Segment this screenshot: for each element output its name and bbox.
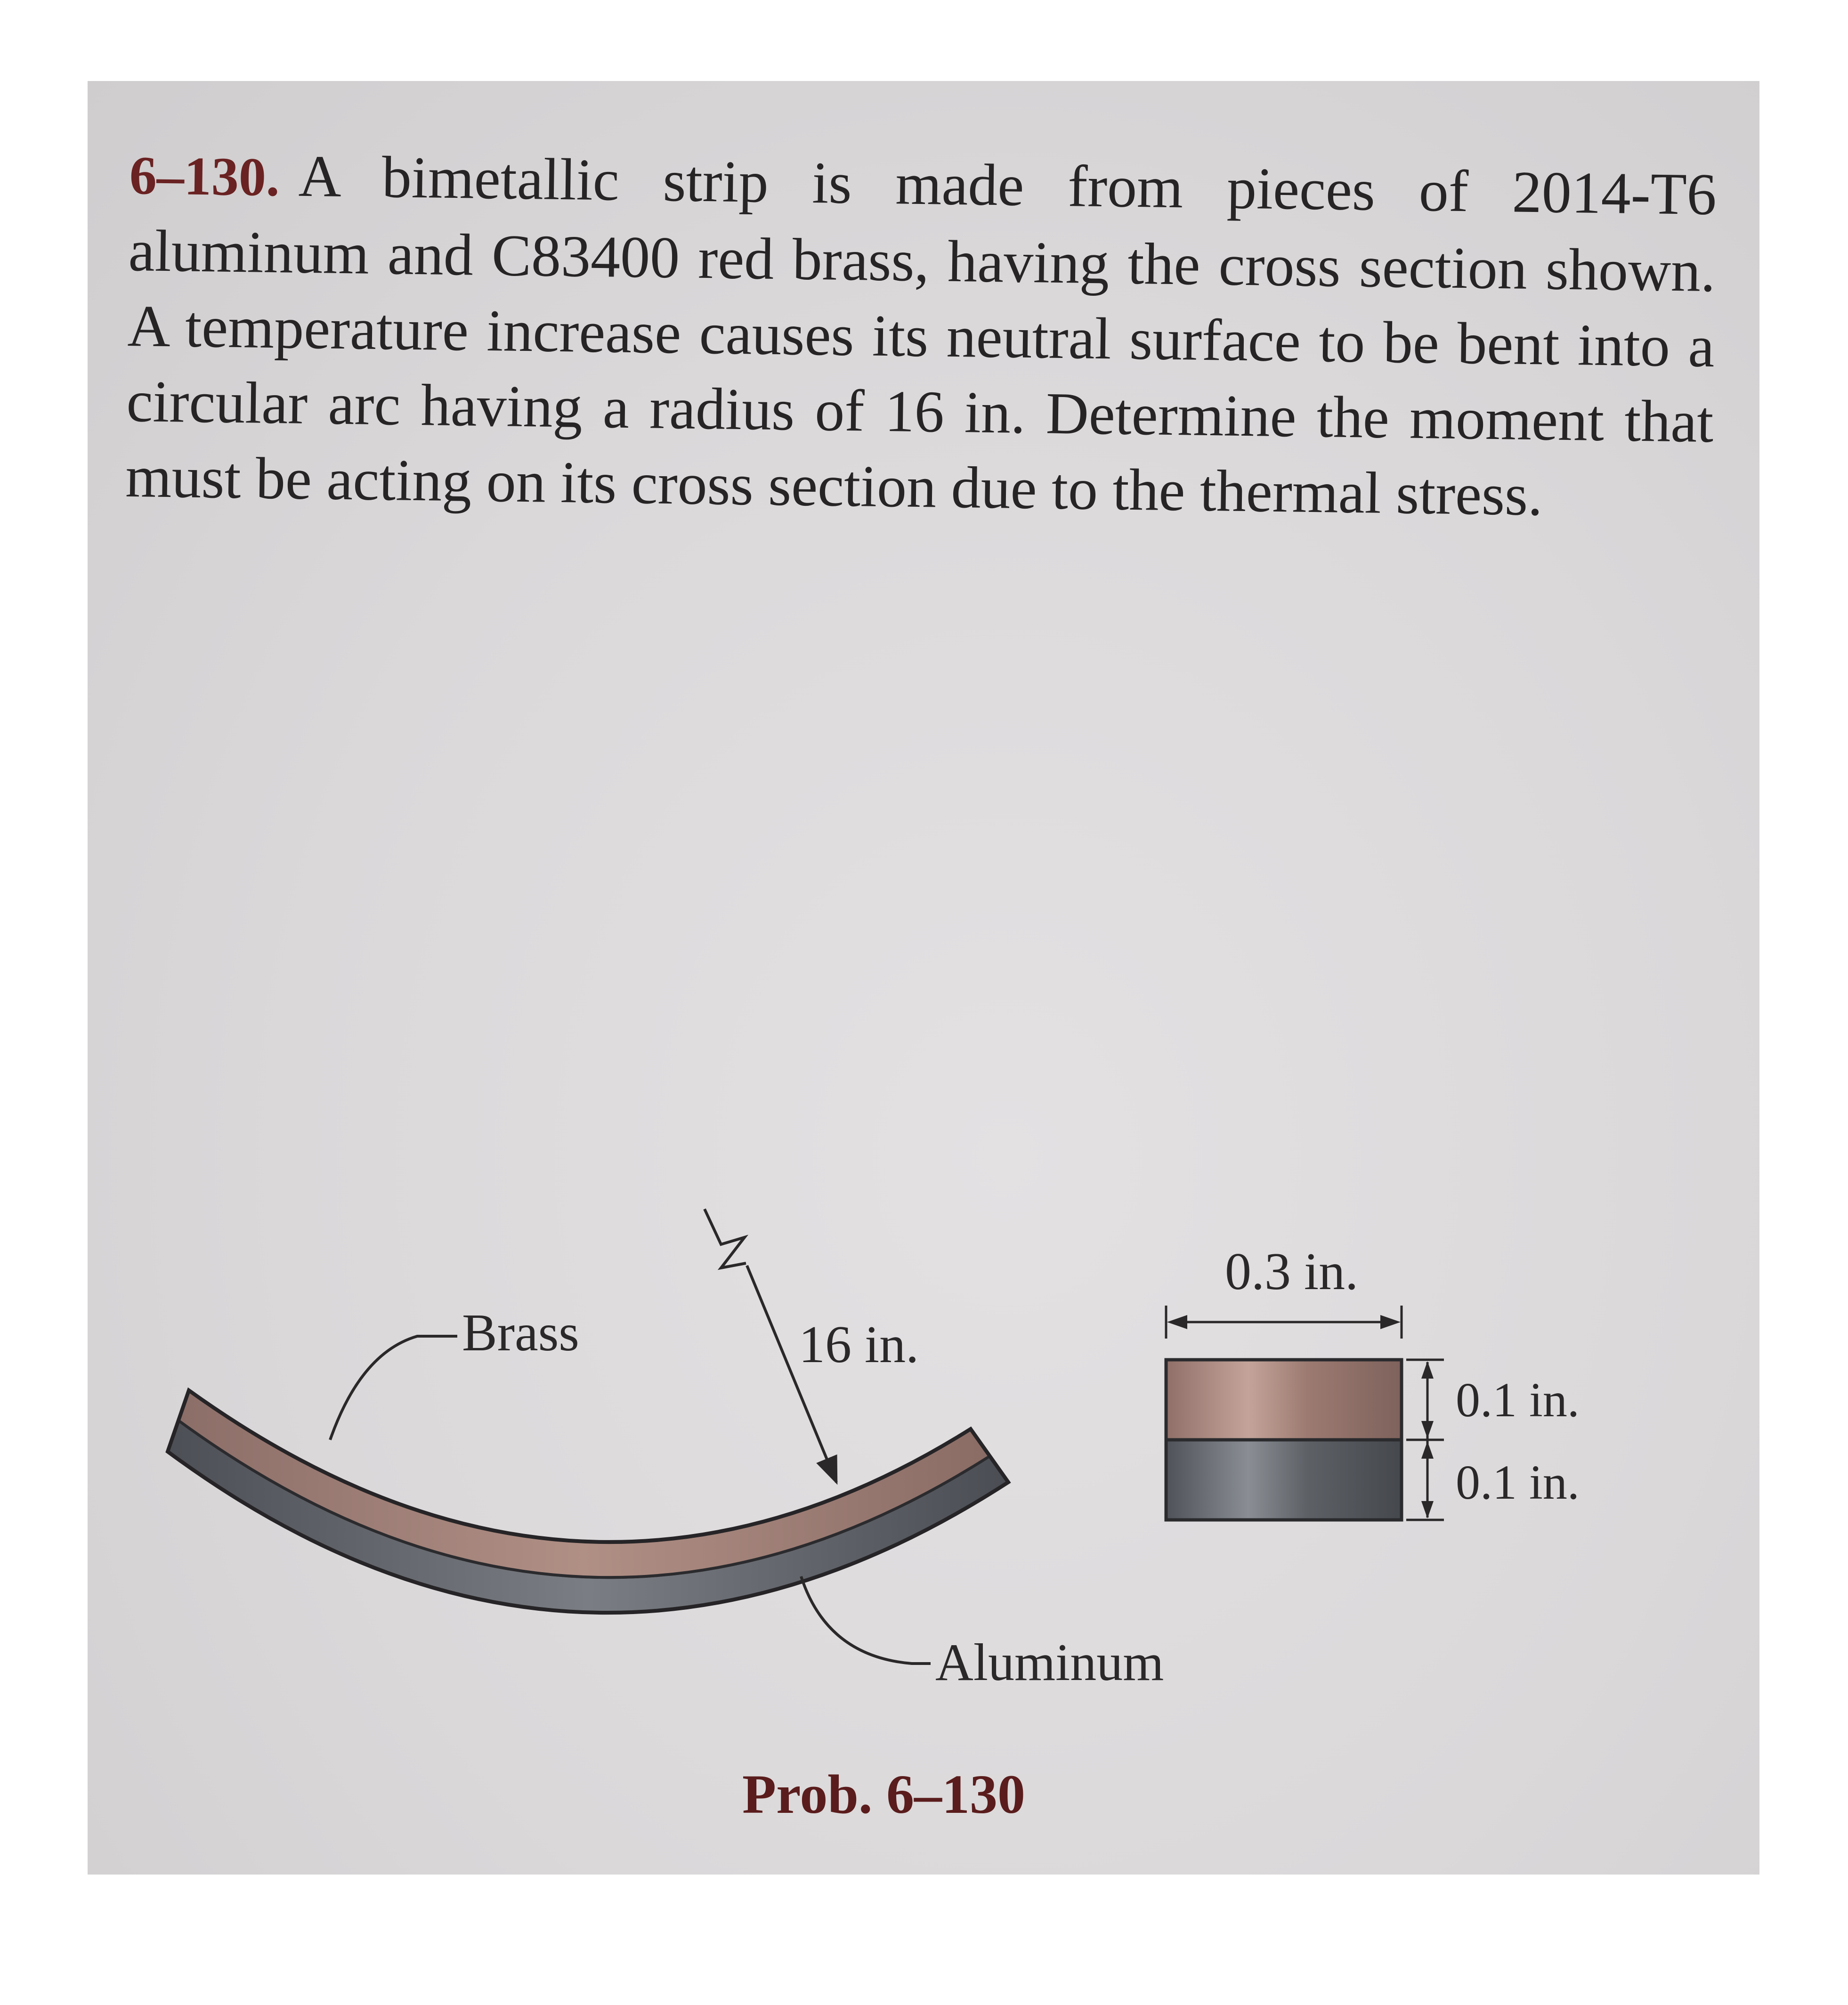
thickness-arrow-bottom bbox=[1421, 1501, 1434, 1518]
thickness-arrow-mid-down bbox=[1421, 1441, 1434, 1459]
aluminum-thickness-label: 0.1 in. bbox=[1456, 1455, 1580, 1510]
radius-break-mark bbox=[705, 1209, 746, 1268]
brass-thickness-label: 0.1 in. bbox=[1456, 1373, 1580, 1427]
cross-section-aluminum bbox=[1166, 1440, 1402, 1520]
aluminum-label: Aluminum bbox=[935, 1633, 1164, 1692]
figure-caption: Prob. 6–130 bbox=[742, 1763, 1025, 1825]
width-dimension bbox=[1166, 1242, 1402, 1339]
curved-strip bbox=[168, 1390, 1008, 1613]
bimetallic-strip-figure bbox=[88, 81, 1759, 1875]
thickness-dimensions bbox=[1406, 1360, 1580, 1520]
brass-leader-line bbox=[330, 1336, 457, 1440]
width-label: 0.3 in. bbox=[1225, 1242, 1359, 1301]
aluminum-leader-line bbox=[801, 1576, 931, 1664]
width-arrow-left bbox=[1167, 1315, 1187, 1329]
problem-number: 6–130. bbox=[129, 145, 280, 208]
radius-dimension bbox=[705, 1209, 919, 1482]
problem-body: A bimetallic strip is made from pieces of 2014-T6 aluminum and C83400 red brass, having the cross section shown. A temperature increase causes its neutral surface to be bent into a circular arc having a radius of 16 in. Determine the moment that must be acting on its cross section due to the thermal stress. bbox=[125, 143, 1717, 528]
thickness-arrow-top bbox=[1421, 1361, 1434, 1379]
radius-arrow bbox=[747, 1266, 836, 1482]
brass-callout bbox=[330, 1304, 579, 1440]
cross-section bbox=[1166, 1360, 1402, 1520]
aluminum-layer bbox=[168, 1421, 1008, 1613]
thickness-arrow-mid-up bbox=[1421, 1421, 1434, 1438]
textbook-page-photo bbox=[88, 81, 1759, 1875]
cross-section-brass bbox=[1166, 1360, 1402, 1440]
brass-label: Brass bbox=[462, 1304, 579, 1362]
aluminum-callout bbox=[801, 1576, 1164, 1692]
radius-label: 16 in. bbox=[799, 1315, 919, 1374]
width-arrow-right bbox=[1380, 1315, 1401, 1329]
